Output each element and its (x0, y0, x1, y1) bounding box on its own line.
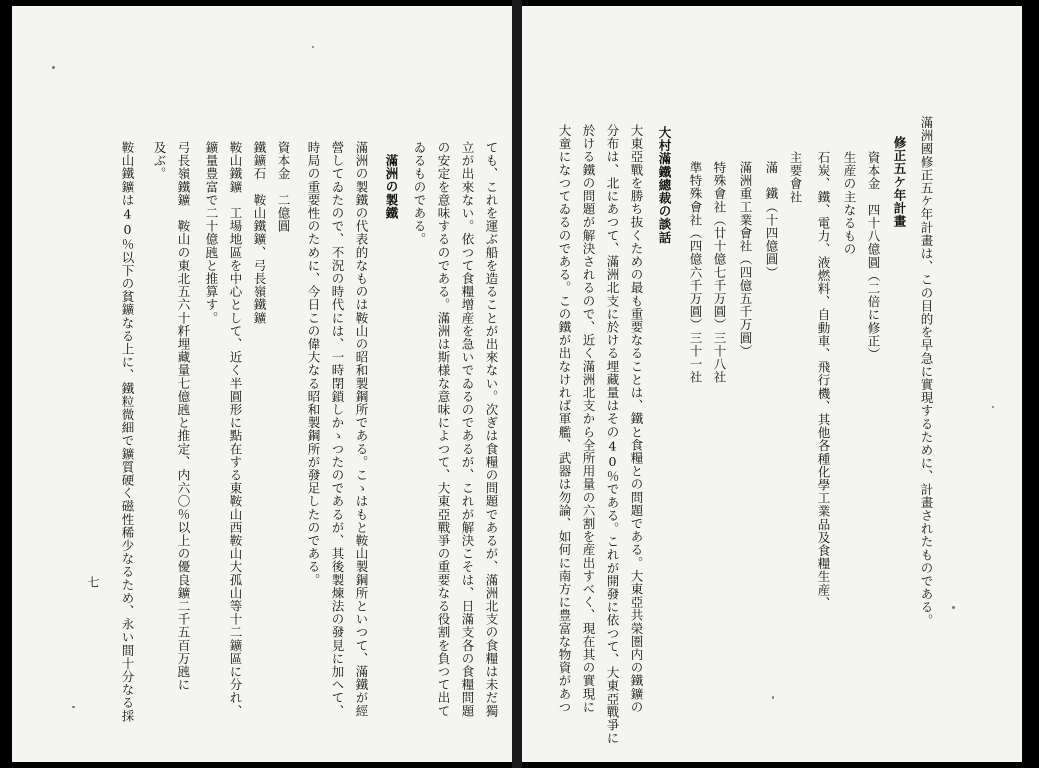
text-line: 分布は、北にあつて、滿洲北支に於ける埋藏量はその40％である。これが開發に依つて、大東亞戰爭に (605, 124, 620, 745)
page-number: 七 (86, 576, 100, 588)
text-line: 於ける鐵の問題が解決されるので、近く滿洲北支から全所用量の六割を産出すべく、現在其の實現に (581, 124, 596, 714)
text-line: 滿洲國修正五ケ年計畫は、この目的を早急に實現するために、計畫されたものである。 (919, 116, 934, 627)
text-line: 鞍山鐵鑛 工場地區を中心として、近く半圓形に點在する東鞍山西鞍山大孤山等十二鑛區に分れ、 (228, 141, 243, 718)
section-heading: 大村滿鐵總裁の談話 (657, 126, 672, 244)
text-line: 生産の主なるもの (842, 151, 857, 256)
speck (992, 406, 994, 408)
text-line: 大童になつてゐるのである。この鐵が出なければ軍艦、武器は勿論、如何に南方に豊富な物資があつ (557, 124, 572, 714)
text-line: 準特殊會社（四億六千万圓）三十一社 (688, 161, 703, 384)
section-heading: 滿洲の製鐵 (384, 154, 399, 220)
text-line: 營してゐたので、不況の時代には、一時閉鎖しかゝつたのであるが、其後製煉法の發見に加へて、 (330, 141, 345, 718)
text-line: 鞍山鐵鑛は40％以下の貧鑛なる上に、鐵粒微細で鑛質硬く磁性稀少なるため、永い間十分なる採 (120, 141, 135, 723)
text-line: 特殊會社（廿十億七千万圓）三十八社 (712, 161, 727, 384)
text-line: 弓長嶺鐵鑛 鞍山の東北五六十粁埋藏量七億瓲と推定、内六〇％以上の優良鑛二千五百万瓲に (176, 141, 191, 692)
speck (72, 706, 75, 708)
text-line: の安定を意味するのである。滿洲は斯様な意味によつて、大東亞戰爭の重要なる役割を負つて出て (436, 141, 451, 718)
text-line: 滿洲重工業會社（四億五千万圓） (738, 161, 753, 358)
text-line: 及ぶ。 (152, 141, 167, 181)
text-line: ても、これを運ぶ船を造ることが出來ない。次ぎは食糧の問題であるが、滿洲北支の食糧は未だ獨 (484, 141, 499, 718)
section-heading: 修正五ケ年計畫 (892, 136, 907, 228)
text-line: 大東亞戰を勝ち抜くための最も重要なることは、鐵と食糧との問題である。大東亞共榮圏内の鐵鑛の (629, 124, 644, 714)
speck (52, 66, 55, 69)
book-gutter (512, 0, 522, 768)
speck (952, 606, 955, 609)
speck (312, 46, 314, 48)
text-line: 資本金 四十八億圓（二倍に修正） (866, 151, 881, 361)
speck (772, 696, 774, 699)
text-line: 立が出來ない。依つて食糧增産を急いでゐるのであるが、これが解決こそは、日滿支各の食糧問題 (460, 141, 475, 718)
text-line: ゐるものである。 (412, 141, 427, 246)
right-page (522, 6, 1022, 762)
text-line: 主要會社 (788, 151, 803, 204)
text-line: 資本金 二億圓 (276, 141, 291, 233)
left-page (12, 6, 512, 762)
text-line: 滿 鐵（十四億圓） (764, 161, 779, 279)
text-line: 鐵鑛石 鞍山鐵鑛、弓長嶺鐵鑛 (252, 141, 267, 325)
text-line: 時局の重要性のために、今日この偉大なる昭和製鋼所が發足したのである。 (306, 141, 321, 587)
text-line: 滿洲の製鐵の代表的なものは鞍山の昭和製鋼所である。こゝはもと鞍山製鋼所といつて、滿鐵が經 (354, 141, 369, 718)
text-line: 石炭、鐵、電力、液燃料、自動車、飛行機、其他各種化學工業品及食糧生産、 (816, 151, 831, 610)
text-line: 鑛量豊富で二十億瓲と推算す。 (204, 141, 219, 325)
